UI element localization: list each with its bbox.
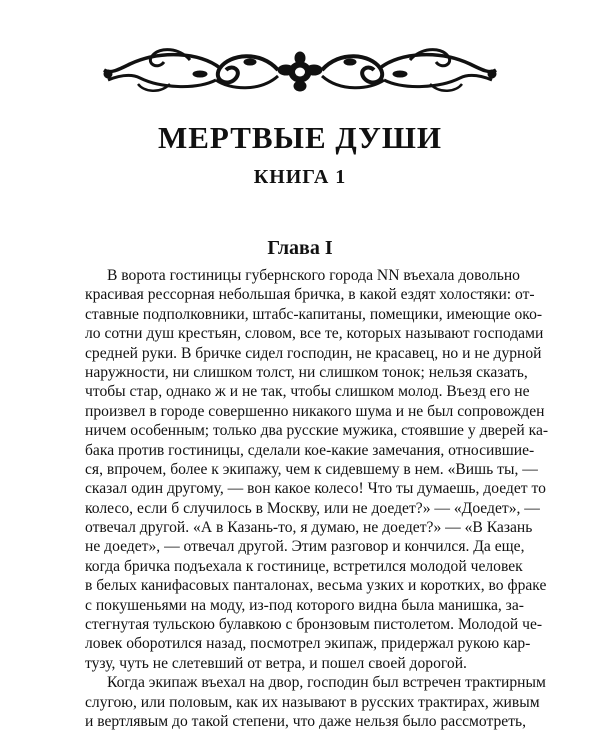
text-line: ставные подполковники, штабс-капитаны, помещики, имеющие око- bbox=[85, 305, 543, 323]
text-line: не доедет», — отвечал другой. Этим разговор и кончился. Да еще, bbox=[85, 538, 525, 556]
text-line: бака против гостиницы, сделали кое-какие замечания, относившие- bbox=[85, 441, 535, 459]
text-line: ловек оборотился назад, посмотрел экипаж, придержал рукою кар- bbox=[85, 635, 531, 653]
text-line: с покушеньями на моду, из-под которого видна была манишка, за- bbox=[85, 596, 524, 614]
book-title: МЕРТВЫЕ ДУШИ bbox=[157, 120, 443, 155]
chapter-heading: Глава I bbox=[267, 237, 333, 259]
text-line: ничем особенным; только два русские мужика, стоявшие у дверей ка- bbox=[85, 422, 549, 440]
text-line: отвечал другой. «А в Казань-то, я думаю, не доедет?» — «В Казань bbox=[85, 519, 533, 537]
text-line: слугою, или половым, как их называют в русских трактирах, живым bbox=[85, 693, 540, 711]
floral-ornament-icon bbox=[100, 40, 500, 100]
text-line: стегнутая тульскою булавкою с бронзовым пистолетом. Молодой че- bbox=[85, 616, 543, 634]
text-line: красивая рессорная небольшая бричка, в какой ездят холостяки: от- bbox=[85, 286, 535, 304]
text-line: когда бричка подъехала к гостинице, встретился молодой человек bbox=[85, 557, 523, 575]
text-line: колесо, если б случилось в Москву, или не доедет?» — «Доедет», — bbox=[85, 499, 540, 517]
text-line: произвел в городе совершенно никакого шума и не был сопровожден bbox=[85, 402, 545, 420]
text-line: Когда экипаж въехал на двор, господин был встречен трактирным bbox=[107, 674, 546, 692]
body-text bbox=[85, 266, 549, 731]
text-line: наружности, ни слишком толст, ни слишком тонок; нельзя сказать, bbox=[85, 363, 528, 381]
text-line: и вертлявым до такой степени, что даже нельзя было рассмотреть, bbox=[85, 712, 527, 730]
text-line: сказал один другому, — вон какое колесо! Что ты думаешь, доедет то bbox=[85, 480, 546, 498]
text-line: ся, впрочем, более к экипажу, чем к сидевшему в нем. «Вишь ты, — bbox=[85, 460, 538, 478]
text-line: В ворота гостиницы губернского города NN въехала довольно bbox=[107, 267, 520, 284]
text-line: чтобы стар, однако ж и не так, чтобы слишком молод. Въезд его не bbox=[85, 383, 530, 401]
book-number: КНИГА 1 bbox=[253, 166, 347, 188]
text-line: в белых канифасовых панталонах, весьма узких и коротких, во фраке bbox=[85, 577, 547, 595]
text-line: тузу, чуть не слетевший от ветра, и пошел своей дорогой. bbox=[85, 654, 467, 672]
text-line: средней руки. В бричке сидел господин, не красавец, но и не дурной bbox=[85, 344, 542, 362]
text-line: ло сотни душ крестьян, словом, все те, которых называют господами bbox=[85, 325, 544, 343]
